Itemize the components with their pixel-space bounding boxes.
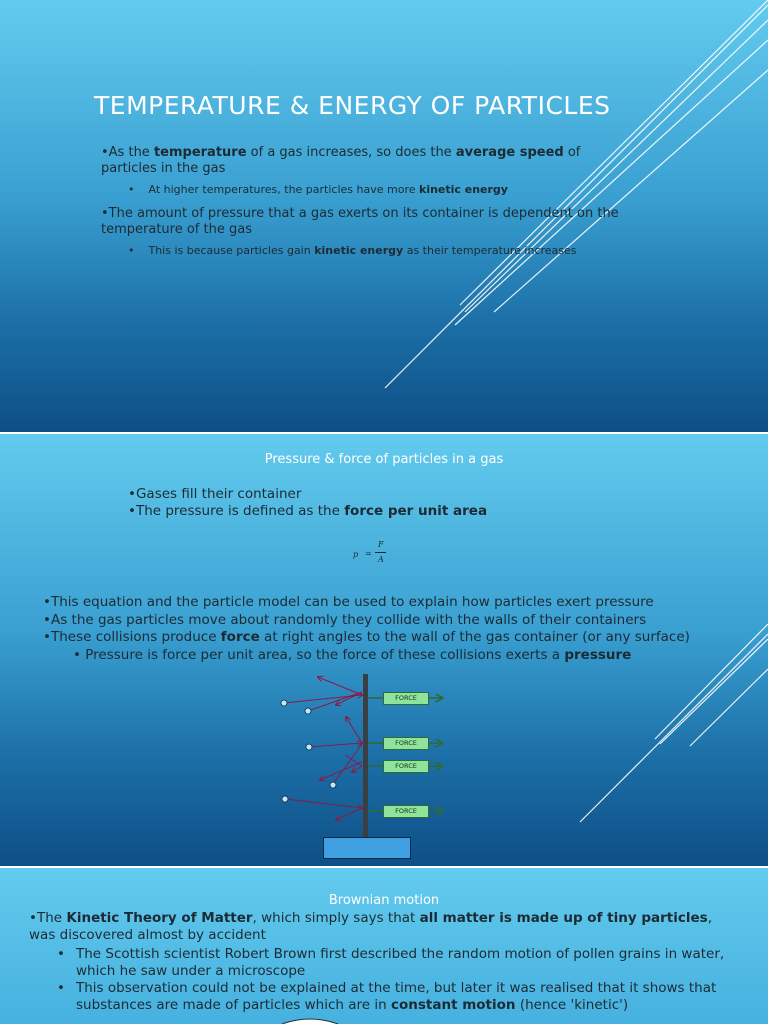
sub-bullet-text [148, 244, 576, 257]
bullet-random-collisions [43, 612, 646, 630]
force-arrows [368, 698, 442, 811]
force-label: FORCE [383, 760, 429, 773]
bold-term: average speed [455, 145, 564, 160]
gas-particles [281, 700, 336, 802]
text-run: •The [29, 910, 67, 926]
force-label: FORCE [383, 692, 429, 705]
sub-bullet-constant-motion [57, 980, 737, 1014]
bullet-dot: • [128, 244, 149, 257]
text-run: •As the [101, 145, 154, 160]
wall-base [323, 837, 411, 859]
text-run: of particles in the gas [101, 145, 581, 176]
text-run: At higher temperatures, the particles have more [148, 183, 419, 196]
bold-term: force per unit area [344, 503, 488, 519]
bold-term: pressure [564, 647, 632, 663]
sub-bullet-text [76, 980, 737, 1014]
sub-bullet-gain-energy [128, 244, 648, 258]
sub-bullet-pressure [73, 647, 631, 665]
bold-term: Kinetic Theory of Matter [66, 910, 253, 926]
bullet-collision-force [43, 629, 690, 647]
container-wall [363, 674, 368, 840]
bullet-temperature-speed [101, 145, 631, 177]
bullet-dot: • [57, 946, 65, 962]
text-run: at right angles to the wall of the gas container (or any surface) [259, 629, 690, 645]
sub-bullet-robert-brown [57, 946, 737, 980]
force-label: FORCE [383, 737, 429, 750]
formula-denominator: A [378, 555, 384, 564]
bullet-pressure-temperature [101, 206, 661, 238]
lead-kinetic-theory [29, 910, 729, 944]
bullet-equation-model [43, 594, 654, 612]
text-run: • [73, 647, 81, 663]
sub-bullet-text [148, 183, 508, 196]
partial-image-edge [280, 1016, 340, 1024]
slide-temperature-energy [0, 0, 768, 432]
force-label: FORCE [383, 805, 429, 818]
bold-term: force [220, 629, 260, 645]
text-run: •These collisions produce [43, 629, 221, 645]
sub-bullet-text [76, 946, 737, 980]
text-run: •The pressure is defined as the [128, 503, 345, 519]
bold-term: kinetic energy [314, 244, 404, 257]
text-run: of a gas increases, so does the [246, 145, 456, 160]
bullet-dot: • [128, 183, 149, 196]
formula-equals: = [365, 549, 372, 558]
text-run: •Gases fill their container [128, 486, 302, 502]
text-run: This is because particles gain [148, 244, 315, 257]
text-run: •This equation and the particle model can be used to explain how particles exert pressure [43, 594, 654, 610]
text-run: (hence 'kinetic') [515, 997, 629, 1013]
slide-title: Pressure & force of particles in a gas [264, 452, 504, 467]
sub-bullet-kinetic-energy [128, 183, 628, 197]
fraction-bar [375, 552, 386, 553]
bold-term: kinetic energy [419, 183, 508, 196]
text-run: , was discovered almost by accident [29, 910, 712, 943]
intro-gases-fill [128, 486, 301, 504]
bullet-dot: • [57, 980, 65, 996]
formula-lhs: p [353, 550, 359, 559]
slide-title: TEMPERATURE & ENERGY OF PARTICLES [94, 91, 611, 120]
particle-paths [284, 677, 362, 820]
text-run: , which simply says that [252, 910, 420, 926]
text-run: The Scottish scientist Robert Brown first described the random motion of pollen grains in water, which he saw under a microscope [76, 946, 725, 979]
text-run: This observation could not be explained at the time, but later it was realised that it shows that substances are made of particles which are in [76, 980, 717, 1013]
bold-term: constant motion [390, 997, 516, 1013]
text-run: as their temperature increases [403, 244, 577, 257]
intro-pressure-definition [128, 503, 487, 521]
formula-numerator: F [378, 540, 384, 549]
text-run: •As the gas particles move about randomly they collide with the walls of their containers [43, 612, 647, 628]
bold-term: all matter is made up of tiny particles [419, 910, 708, 926]
text-run: Pressure is force per unit area, so the force of these collisions exerts a [80, 647, 565, 663]
bold-term: temperature [153, 145, 247, 160]
pressure-formula [350, 538, 394, 570]
slide-title: Brownian motion [328, 893, 440, 908]
text-run: •The amount of pressure that a gas exerts on its container is dependent on the temperature of the gas [101, 206, 619, 237]
